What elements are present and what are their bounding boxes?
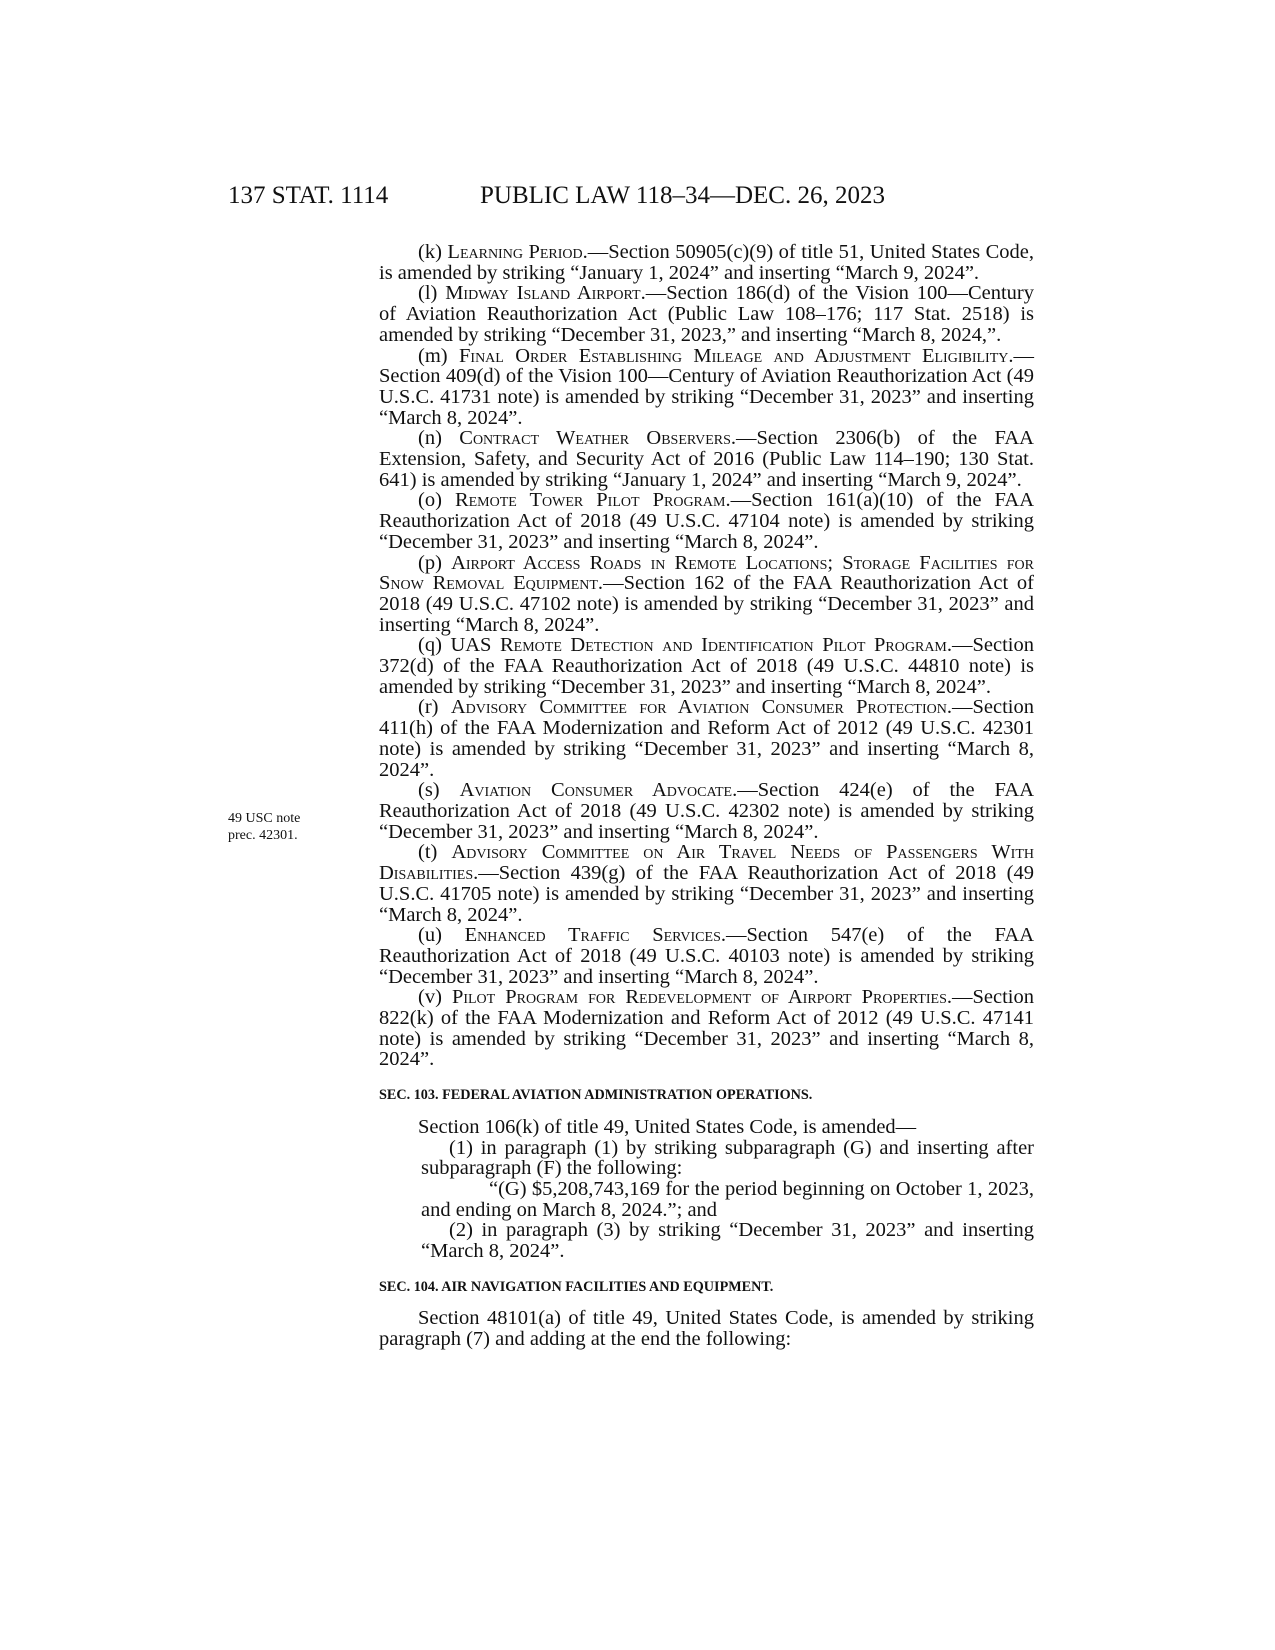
subsection-heading: Aviation Consumer Advocate. xyxy=(459,779,738,802)
subsection-heading: Contract Weather Observers. xyxy=(459,427,737,450)
subsection-text: —Section 186(d) of the Vision 100—Century of Aviation Reauthorization Act (Public Law 108–176; 117 Stat. 2518) is amended by striking “December 31, 2023,” and inserting “March 8, 2024,”. xyxy=(379,282,1034,346)
section-103-quoted-text: “(G) $5,208,743,169 for the period beginning on October 1, 2023, and ending on March 8, 2024.”; and xyxy=(421,1177,1034,1221)
subsection-heading: Advisory Committee on Air Travel Needs of Passengers With Disabilities. xyxy=(379,841,1035,885)
subsection-label: (k) xyxy=(418,241,448,263)
subsection-label: (n) xyxy=(418,427,460,450)
subsection-heading: Pilot Program for Redevelopment of Airport Properties. xyxy=(451,986,953,1009)
subsection-heading: Learning Period. xyxy=(447,241,588,263)
subsection-label: (u) xyxy=(418,924,465,947)
subsection-u xyxy=(379,925,1034,987)
subsection-text: —Section 411(h) of the FAA Modernization and Reform Act of 2012 (49 U.S.C. 42301 note) is amended by striking “December 31, 2023” and inserting “March 8, 2024”. xyxy=(379,696,1034,781)
subsection-text: —Section 161(a)(10) of the FAA Reauthorization Act of 2018 (49 U.S.C. 47104 note) is amended by striking “December 31, 2023” and inserting “March 8, 2024”. xyxy=(379,489,1035,553)
subsection-heading: Midway Island Airport. xyxy=(445,282,646,305)
subsection-heading: UAS Remote Detection and Identification Pilot Program. xyxy=(450,634,953,657)
subsection-t xyxy=(379,842,1034,925)
subsection-text: —Section 372(d) of the FAA Reauthorization Act of 2018 (49 U.S.C. 44810 note) is amended by striking “December 31, 2023” and inserting “March 8, 2024”. xyxy=(379,634,1035,698)
subsection-q xyxy=(379,635,1034,697)
subsection-p xyxy=(379,553,1034,636)
section-104-heading: SEC. 104. AIR NAVIGATION FACILITIES AND EQUIPMENT. xyxy=(379,1278,774,1295)
section-103-intro: Section 106(k) of title 49, United States Code, is amended— xyxy=(418,1115,917,1138)
subsection-heading: Airport Access Roads in Remote Locations; Storage Facilities for Snow Removal Equipment. xyxy=(379,551,1034,595)
statute-reference: 137 STAT. 1114 xyxy=(228,182,389,209)
subsection-label: (v) xyxy=(418,986,452,1009)
subsection-n xyxy=(379,428,1034,490)
subsection-label: (q) xyxy=(418,634,451,657)
section-103-heading: SEC. 103. FEDERAL AVIATION ADMINISTRATION OPERATIONS. xyxy=(379,1087,813,1104)
section-104-text: Section 48101(a) of title 49, United States Code, is amended by striking paragraph (7) and adding at the end the following: xyxy=(379,1307,1034,1351)
subsection-text: —Section 50905(c)(9) of title 51, United States Code, is amended by striking “January 1, 2024” and inserting “March 9, 2024”. xyxy=(379,241,1034,284)
subsection-k xyxy=(379,242,1034,283)
subsection-label: (l) xyxy=(418,282,446,305)
running-head xyxy=(228,182,918,222)
section-103-item-1: (1) in paragraph (1) by striking subparagraph (G) and inserting after subparagraph (F) the following: xyxy=(421,1136,1034,1180)
subsection-text: —Section 162 of the FAA Reauthorization Act of 2018 (49 U.S.C. 47102 note) is amended by striking “December 31, 2023” and inserting “March 8, 2024”. xyxy=(379,572,1034,636)
subsection-m xyxy=(379,346,1034,429)
margin-note xyxy=(228,810,348,844)
subsection-text: —Section 409(d) of the Vision 100—Century of Aviation Reauthorization Act (49 U.S.C. 41731 note) is amended by striking “December 31, 2023” and inserting “March 8, 2024”. xyxy=(379,344,1034,429)
subsection-heading: Remote Tower Pilot Program. xyxy=(454,489,731,512)
subsection-heading: Final Order Establishing Mileage and Adjustment Eligibility. xyxy=(459,344,1014,367)
subsection-v xyxy=(379,987,1034,1070)
section-103-item-2: (2) in paragraph (3) by striking “December 31, 2023” and inserting “March 8, 2024”. xyxy=(421,1219,1034,1263)
document-body xyxy=(379,242,1034,1350)
subsection-o xyxy=(379,490,1034,552)
subsection-label: (p) xyxy=(418,551,452,574)
margin-note-line: prec. 42301. xyxy=(228,828,298,843)
subsection-l xyxy=(379,283,1034,345)
subsection-label: (m) xyxy=(418,344,459,367)
subsection-label: (o) xyxy=(418,489,455,512)
subsection-label: (s) xyxy=(418,779,460,802)
subsection-text: —Section 439(g) of the FAA Reauthorization Act of 2018 (49 U.S.C. 41705 note) is amended by striking “December 31, 2023” and inserting “March 8, 2024”. xyxy=(379,862,1034,926)
subsection-r xyxy=(379,697,1034,780)
subsection-text: —Section 424(e) of the FAA Reauthorization Act of 2018 (49 U.S.C. 42302 note) is amended by striking “December 31, 2023” and inserting “March 8, 2024”. xyxy=(379,779,1035,843)
subsection-label: (t) xyxy=(418,841,452,864)
subsection-text: —Section 2306(b) of the FAA Extension, Safety, and Security Act of 2016 (Public Law 114–190; 130 Stat. 641) is amended by striking “January 1, 2024” and inserting “March 9, 2024”. xyxy=(379,427,1034,491)
subsection-text: —Section 822(k) of the FAA Modernization and Reform Act of 2012 (49 U.S.C. 47141 note) is amended by striking “December 31, 2023” and inserting “March 8, 2024”. xyxy=(379,986,1035,1071)
subsection-heading: Enhanced Traffic Services. xyxy=(464,924,726,947)
law-title: PUBLIC LAW 118–34—DEC. 26, 2023 xyxy=(480,182,885,209)
subsection-label: (r) xyxy=(418,696,451,719)
subsection-s xyxy=(379,780,1034,842)
subsection-heading: Advisory Committee for Aviation Consumer Protection. xyxy=(450,696,952,719)
margin-note-line: 49 USC note xyxy=(228,811,301,826)
subsection-text: —Section 547(e) of the FAA Reauthorization Act of 2018 (49 U.S.C. 40103 note) is amended by striking “December 31, 2023” and inserting “March 8, 2024”. xyxy=(379,924,1034,988)
